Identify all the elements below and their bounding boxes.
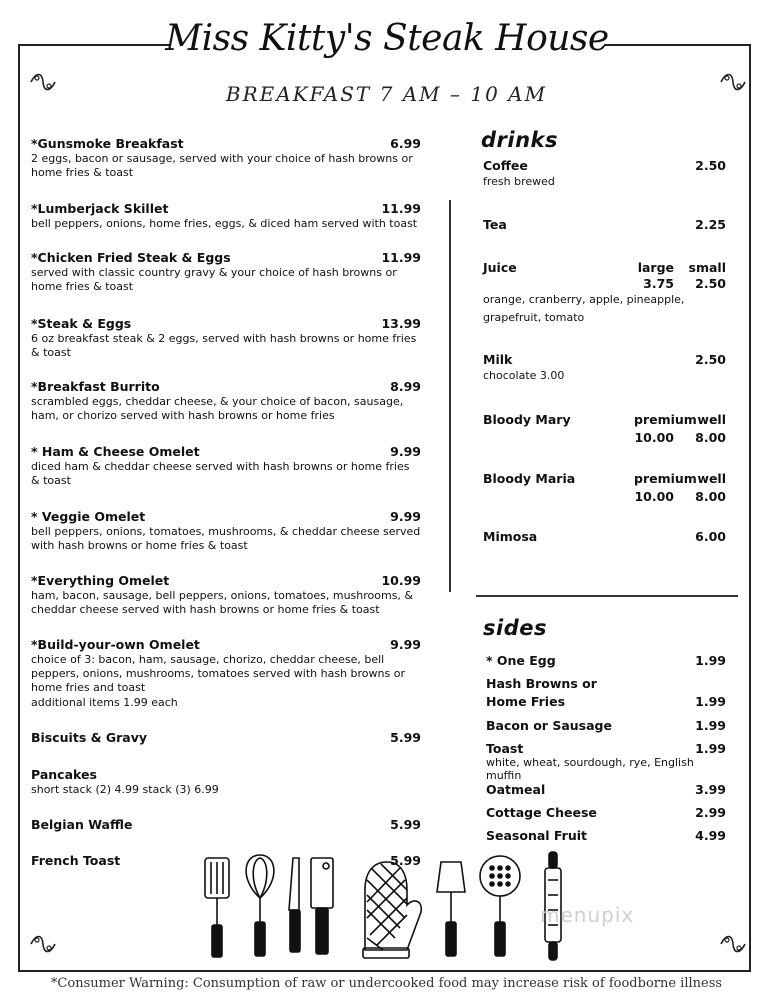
side-item (486, 653, 726, 668)
item-price: 13.99 (381, 316, 421, 331)
item-name: * One Egg (486, 653, 556, 668)
drink-milk (483, 352, 726, 385)
item-price: 5.99 (390, 730, 421, 745)
tier-label: well (697, 412, 726, 427)
tier-label: premium (634, 471, 697, 486)
column-divider (449, 200, 451, 592)
breakfast-hours: BREAKFAST 7 AM – 10 AM (225, 82, 548, 106)
side-item (486, 805, 726, 820)
item-price: 1.99 (695, 694, 726, 709)
drink-tea (483, 217, 726, 232)
item-price: 6.99 (390, 136, 421, 151)
item-name: Bloody Mary (483, 412, 571, 427)
item-name: *Breakfast Burrito (31, 379, 160, 394)
item-price: 1.99 (695, 653, 726, 668)
item-price: 6.00 (695, 529, 726, 544)
flourish-icon-top-right (718, 70, 748, 94)
sides-heading: sides (483, 616, 547, 640)
item-price: 5.99 (390, 817, 421, 832)
whisk-icon (246, 855, 274, 956)
item-name: Pancakes (31, 767, 97, 782)
item-price: 4.99 (695, 828, 726, 843)
item-description: 2 eggs, bacon or sausage, served with your choice of hash browns or home fries & toast (31, 152, 413, 179)
menu-item (31, 379, 421, 423)
item-description: orange, cranberry, apple, pineapple, grapefruit, tomato (483, 293, 685, 324)
item-name: Mimosa (483, 529, 538, 544)
item-name: * Ham & Cheese Omelet (31, 444, 200, 459)
item-price: 9.99 (390, 637, 421, 652)
item-price: 9.99 (390, 509, 421, 524)
menu-item (31, 817, 421, 832)
item-description: chocolate 3.00 (483, 369, 565, 382)
drink-juice (483, 258, 726, 327)
menu-item (31, 444, 421, 488)
item-description: ham, bacon, sausage, bell peppers, onions, tomatoes, mushrooms, & cheddar cheese served with hash browns or home fries & toast (31, 589, 413, 616)
item-description: fresh brewed (483, 175, 555, 188)
item-description: scrambled eggs, cheddar cheese, & your choice of bacon, sausage, ham, or chorizo served with hash browns or home fries (31, 395, 404, 422)
item-name: Bloody Maria (483, 471, 576, 486)
item-name: Tea (483, 217, 507, 232)
item-name: Home Fries (486, 694, 566, 709)
item-price: 5.99 (390, 853, 421, 868)
flourish-icon-bottom-right (718, 932, 748, 956)
item-description: served with classic country gravy & your choice of hash browns or home fries & toast (31, 266, 397, 293)
item-price: 2.25 (695, 217, 726, 232)
drink-coffee (483, 158, 726, 191)
skimmer-icon (480, 856, 520, 956)
item-price: 10.99 (381, 573, 421, 588)
item-name: * Veggie Omelet (31, 509, 146, 524)
consumer-warning: *Consumer Warning: Consumption of raw or undercooked food may increase risk of foodborne illness (50, 976, 723, 991)
item-name: *Build-your-own Omelet (31, 637, 200, 652)
item-price: 8.99 (390, 379, 421, 394)
item-price: 11.99 (381, 250, 421, 265)
section-divider (476, 595, 738, 597)
item-price: 8.00 (695, 489, 726, 504)
item-price: 9.99 (390, 444, 421, 459)
item-price: 11.99 (381, 201, 421, 216)
menu-item (31, 573, 421, 617)
size-label: small (688, 260, 726, 275)
side-item (486, 741, 726, 782)
knife-icon (289, 858, 300, 952)
item-price: 2.50 (695, 276, 726, 291)
side-item (486, 694, 726, 709)
drink-mimosa (483, 529, 726, 544)
drink-bloody-mary (483, 412, 726, 445)
menu-item (31, 637, 421, 710)
menu-item (31, 509, 421, 553)
oven-mitt-icon (363, 862, 421, 958)
item-name: Milk (483, 352, 513, 367)
menu-item (31, 201, 421, 231)
side-item (486, 828, 726, 843)
menu-item (31, 767, 421, 797)
flourish-icon-bottom-left (28, 932, 58, 956)
menu-item (31, 730, 421, 745)
item-name: French Toast (31, 853, 121, 868)
tier-label: premium (634, 412, 697, 427)
restaurant-title: Miss Kitty's Steak House (165, 18, 609, 59)
menu-item (31, 136, 421, 180)
item-name: *Steak & Eggs (31, 316, 132, 331)
item-price: 3.75 (643, 276, 674, 291)
item-name: *Chicken Fried Steak & Eggs (31, 250, 231, 265)
item-name: Cottage Cheese (486, 805, 597, 820)
item-price: 8.00 (695, 430, 726, 445)
item-price: 1.99 (695, 741, 726, 756)
side-item (486, 718, 726, 733)
item-description: diced ham & cheddar cheese served with hash browns or home fries & toast (31, 460, 410, 487)
item-name: Juice (483, 260, 517, 275)
item-name: Seasonal Fruit (486, 828, 587, 843)
menu-item (31, 250, 421, 294)
item-description: short stack (2) 4.99 stack (3) 6.99 (31, 783, 219, 796)
item-price: 2.50 (695, 352, 726, 367)
turner-icon (437, 862, 465, 956)
item-description: white, wheat, sourdough, rye, English muffin (486, 756, 694, 782)
tier-label: well (697, 471, 726, 486)
item-price: 10.00 (634, 430, 674, 445)
kitchen-utensils-illustration (195, 850, 575, 965)
item-description: 6 oz breakfast steak & 2 eggs, served with hash browns or home fries & toast (31, 332, 417, 359)
item-name: *Everything Omelet (31, 573, 170, 588)
spatula-icon (205, 858, 229, 957)
flourish-icon-top-left (28, 70, 58, 94)
menu-item (31, 316, 421, 360)
item-extra-note: additional items 1.99 each (31, 696, 178, 709)
item-price: 2.99 (695, 805, 726, 820)
item-price: 1.99 (695, 718, 726, 733)
side-item (486, 782, 726, 797)
drink-bloody-maria (483, 471, 726, 504)
item-price: 2.50 (695, 158, 726, 173)
item-price: 10.00 (634, 489, 674, 504)
item-name: Belgian Waffle (31, 817, 133, 832)
item-name: *Gunsmoke Breakfast (31, 136, 184, 151)
item-description: bell peppers, onions, tomatoes, mushrooms, & cheddar cheese served with hash browns or home fries & toast (31, 525, 421, 552)
item-name: Hash Browns or (486, 676, 597, 691)
item-description: bell peppers, onions, home fries, eggs, & diced ham served with toast (31, 217, 418, 230)
item-name: Bacon or Sausage (486, 718, 612, 733)
cleaver-icon (311, 858, 333, 954)
side-item (486, 676, 726, 691)
drinks-heading: drinks (481, 128, 559, 152)
item-name: *Lumberjack Skillet (31, 201, 169, 216)
item-description: choice of 3: bacon, ham, sausage, chorizo, cheddar cheese, bell peppers, onions, mushrooms, tomatoes served with hash browns or home fries and toast (31, 653, 405, 694)
size-label: large (637, 260, 674, 275)
item-name: Oatmeal (486, 782, 546, 797)
item-name: Coffee (483, 158, 528, 173)
item-name: Toast (486, 741, 524, 756)
item-price: 3.99 (695, 782, 726, 797)
watermark: menupix (540, 903, 635, 927)
item-name: Biscuits & Gravy (31, 730, 148, 745)
